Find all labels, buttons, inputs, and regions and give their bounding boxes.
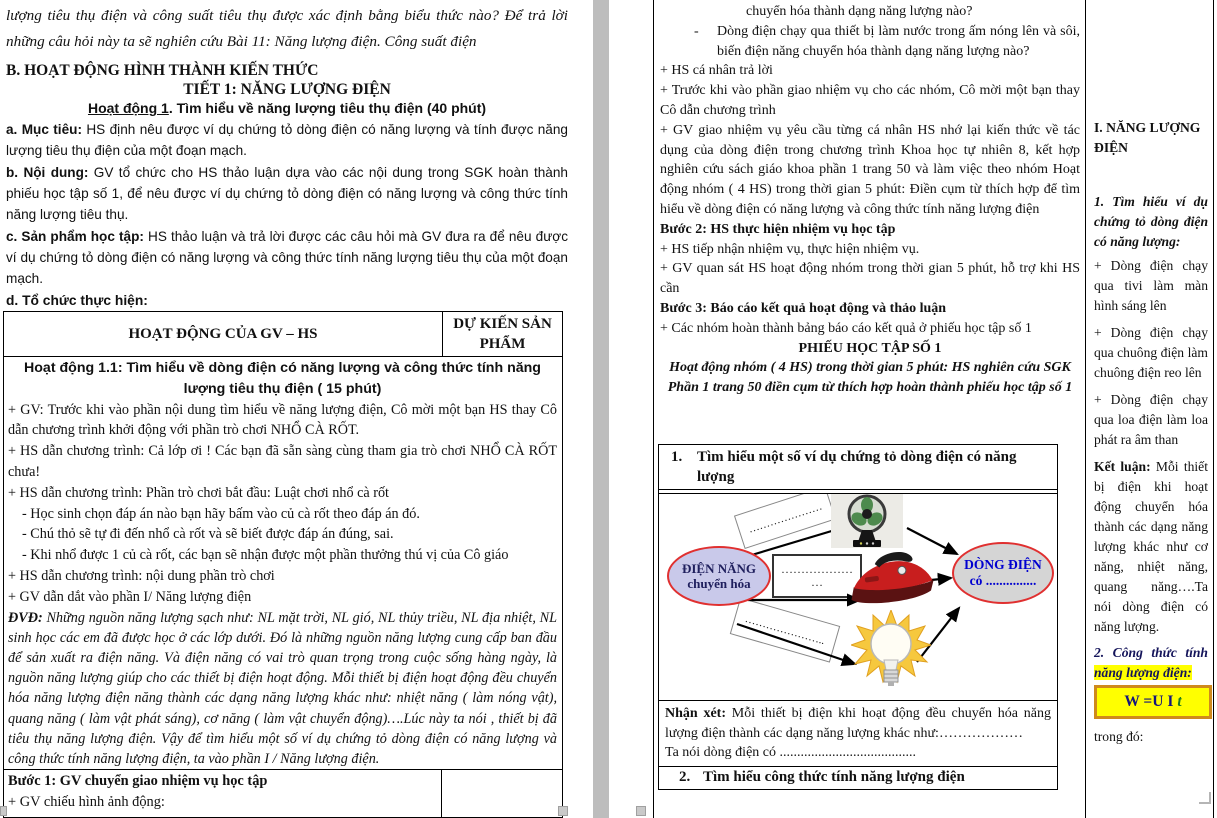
- header-du-kien-san-pham: DỰ KIẾN SẢN PHẨM: [453, 316, 552, 352]
- answer-box-top: …………………: [734, 494, 836, 549]
- conclusion-paragraph: [1094, 457, 1208, 637]
- step-3-line: + Các nhóm hoàn thành bảng báo cáo kết quả ở phiếu học tập số 1: [660, 320, 1032, 336]
- notes-example: + Dòng điện chạy qua tivi làm màn hình sáng lên: [1094, 258, 1208, 313]
- dash-list-item: [660, 22, 1080, 62]
- objective-label: a. Mục tiêu:: [6, 122, 82, 137]
- content-text: GV tổ chức cho HS thảo luận dựa vào các nội dung trong SGK hoàn thành phiếu học tập số 1, để nêu được ví dụ chứng tỏ dòng điện có năng lượng và công thức tính năng lượng tiêu thụ.: [6, 165, 568, 223]
- header-gv-hs: HOẠT ĐỘNG CỦA GV – HS: [4, 312, 443, 356]
- conclusion-text: Mỗi thiết bị điện khi hoạt động chuyển hóa thành các dạng năng lượng khác như cơ năng, nhiệt năng, quang năng….Ta nói dòng điện có năng lượng.: [1094, 459, 1208, 634]
- step-2-line: + HS tiếp nhận nhiệm vụ, thực hiện nhiệm vụ.: [660, 241, 920, 257]
- table-handle: [558, 806, 568, 816]
- step-1-row: [4, 769, 562, 818]
- lesson-title: TIẾT 1: NĂNG LƯỢNG ĐIỆN: [183, 81, 391, 98]
- content-label: b. Nội dung:: [6, 165, 89, 180]
- step-2-line: + GV quan sát HS hoạt động nhóm trong thời gian 5 phút, hỗ trợ khi HS cần: [660, 261, 1080, 297]
- worksheet-item-2-number: 2.: [679, 768, 691, 785]
- notes-subheading-2: [1094, 643, 1208, 683]
- worksheet-item-1-number: 1.: [671, 449, 683, 465]
- worksheet-item-1-text: Tìm hiểu một số ví dụ chứng tỏ dòng điện có năng lượng: [697, 449, 1017, 485]
- electric-current-line1: DÒNG ĐIỆN: [964, 557, 1042, 572]
- step-2-title: Bước 2: HS thực hiện nhiệm vụ học tập: [660, 221, 896, 237]
- table-handle: [636, 806, 646, 816]
- answer-box-bottom: …………………..: [730, 597, 840, 662]
- table-subline: - Chú thỏ sẽ tự đi đến nhổ cà rốt và sẽ biết được đáp án đúng, sai.: [22, 526, 394, 543]
- dash-bullet: -: [694, 23, 699, 39]
- notes-example: + Dòng điện chạy qua chuông điện làm chuông điện reo lên: [1094, 325, 1208, 380]
- main-line: + HS cá nhân trả lời: [660, 63, 773, 79]
- worksheet-item-2-text: Tìm hiểu công thức tính năng lượng điện: [703, 768, 965, 785]
- formula-heading-part1: 2. Công thức tính: [1094, 645, 1208, 660]
- fan-image: [831, 494, 903, 548]
- formula-main: W =U I: [1124, 693, 1174, 710]
- table-subline: - Khi nhổ được 1 củ cà rốt, các bạn sẽ nhận được một phần thưởng thú vị của Cô giáo: [22, 547, 509, 564]
- notes-example: + Dòng điện chạy qua loa điện làm loa phát ra âm than: [1094, 392, 1208, 447]
- step-1-line: + GV chiếu hình ảnh động:: [8, 793, 165, 810]
- intro-paragraph: lượng tiêu thụ điện và công suất tiêu thụ được xác định bằng biểu thức nào? Để trả lời những câu hỏi này ta sẽ nghiên cứu Bài 11: Năng lượng điện. Công suất điện: [6, 7, 568, 50]
- worksheet-item-2: [659, 766, 1057, 789]
- answer-box-middle-dots1: ………………: [781, 562, 853, 576]
- iron-image: [843, 546, 939, 612]
- table-handle: [0, 806, 7, 816]
- table-subline: - Học sinh chọn đáp án nào bạn hãy bấm vào củ cà rốt theo đáp án đó.: [22, 505, 420, 522]
- dvd-paragraph: [8, 608, 557, 770]
- formula-heading-highlight: năng lượng điện:: [1094, 665, 1192, 680]
- page2-notes-column: [1087, 0, 1213, 818]
- page-2: [609, 0, 1217, 818]
- step-1-title: Bước 1: GV chuyển giao nhiệm vụ học tập: [8, 773, 268, 790]
- notes-subheading-1: 1. Tìm hiểu ví dụ chứng tỏ dòng điện có năng lượng:: [1094, 194, 1208, 249]
- worksheet-title: PHIẾU HỌC TẬP SỐ 1: [798, 340, 942, 356]
- dash-item-text: Dòng điện chạy qua thiết bị làm nước trong ấm nóng lên và sôi, biến điện năng chuyển hóa thành dạng năng lượng nào?: [717, 23, 1080, 59]
- step-3-title: Bước 3: Báo cáo kết quả hoạt động và thảo luận: [660, 300, 947, 316]
- table-line: + HS dẫn chương trình: nội dung phần trò chơi: [8, 567, 275, 584]
- step-1-cell: [4, 770, 442, 818]
- activity-table-body: [4, 357, 562, 769]
- remark-line2: Ta nói dòng điện có .......................................: [665, 745, 916, 760]
- remark-paragraph: [665, 704, 1051, 743]
- objective-paragraph: [6, 119, 568, 161]
- worksheet-item-1: [659, 445, 1057, 490]
- electric-energy-line1: ĐIỆN NĂNG: [681, 561, 757, 576]
- table-line: + GV: Trước khi vào phần nội dung tìm hiểu về năng lượng điện, Cô mời một bạn HS thay Cô dẫn chương trình khởi động với phần trò chơi NHỔ CÀ RỐT.: [8, 401, 557, 439]
- section-b-heading: B. HOẠT ĐỘNG HÌNH THÀNH KIẾN THỨC: [6, 62, 319, 79]
- dvd-label: ĐVĐ:: [8, 609, 43, 626]
- page-gap: [593, 0, 609, 818]
- page-1: [0, 0, 593, 818]
- energy-formula-box: [1094, 685, 1212, 719]
- table-resize-handle: [1199, 792, 1211, 804]
- objective-text: HS định nêu được ví dụ chứng tỏ dòng điện có năng lượng và tính được năng lượng tiêu thụ điện của một đoạn mạch.: [6, 122, 568, 159]
- notes-heading: I. NĂNG LƯỢNG ĐIỆN: [1094, 120, 1201, 155]
- worksheet-box: [658, 444, 1058, 790]
- content-paragraph: [6, 162, 568, 226]
- table-line: + GV dẫn dắt vào phần I/ Năng lượng điện: [8, 588, 252, 605]
- table-line: + HS dẫn chương trình: Phần trò chơi bắt đầu: Luật chơi nhổ cà rốt: [8, 484, 389, 501]
- activity-table-header-row: [4, 312, 562, 357]
- answer-box-middle-dots2: …: [811, 575, 823, 589]
- activity-table: [3, 311, 563, 818]
- conclusion-label: Kết luận:: [1094, 459, 1151, 474]
- electric-current-oval: [952, 542, 1054, 604]
- activity-1-heading: [6, 100, 568, 116]
- table-line: + HS dẫn chương trình: Cả lớp ơi ! Các bạn đã sẵn sàng cùng tham gia trò chơi NHỔ CÀ RỐT chưa!: [8, 443, 557, 480]
- remark-label: Nhận xét:: [665, 706, 727, 721]
- energy-conversion-diagram: [659, 494, 1057, 700]
- activity-1-1-heading: Hoạt động 1.1: Tìm hiểu về dòng điện có năng lượng và công thức tính năng lượng tiêu thụ điện ( 15 phút): [24, 360, 541, 397]
- continued-line: chuyển hóa thành dạng năng lượng nào?: [746, 4, 973, 19]
- worksheet-remark-cell: [659, 700, 1057, 766]
- electric-current-line2: có ...............: [969, 573, 1037, 588]
- product-paragraph: [6, 226, 568, 290]
- bulb-image: [851, 610, 931, 698]
- main-line: + GV giao nhiệm vụ yêu cầu từng cá nhân HS nhớ lại kiến thức về tác dụng của dòng điện trong chương trình Khoa học tự nhiên 8, kết hợp nghiên cứu sách giáo khoa phần 1 trang 50 và làm việc theo nhóm Hoạt động nhóm ( 4 HS) trong thời gian 5 phút: Điền cụm từ thích hợp để tìm hiểu về dòng điện có năng lượng và công thức tính năng lượng điện: [660, 122, 1080, 217]
- electric-energy-line2: chuyển hóa: [687, 576, 751, 591]
- worksheet-subtitle: Hoạt động nhóm ( 4 HS) trong thời gian 5 phút: HS nghiên cứu SGK Phần 1 trang 50 điền cụm từ thích hợp hoàn thành phiếu học tập số 1: [667, 360, 1073, 396]
- step-1-product-cell: [442, 770, 562, 818]
- organization-heading: d. Tổ chức thực hiện:: [6, 293, 148, 308]
- main-line: + Trước khi vào phần giao nhiệm vụ cho các nhóm, Cô mời một bạn thay Cô dẫn chương trình: [660, 83, 1080, 118]
- activity-1-label: Hoạt động 1: [87, 100, 169, 116]
- product-label: c. Sản phẩm học tập:: [6, 229, 144, 244]
- remark-text: Mỗi thiết bị điện khi hoạt động đều chuyển hóa năng lượng điện thành các dạng năng lượng khác như:………………: [665, 706, 1051, 741]
- activity-1-rest: . Tìm hiểu về năng lượng tiêu thụ điện (40 phút): [168, 100, 487, 116]
- formula-t: t: [1177, 693, 1182, 710]
- dvd-text: Những nguồn năng lượng sạch như: NL mặt trời, NL gió, NL thủy triều, NL địa nhiệt, NL sinh học các em đã được học ở các lớp dưới. Đó là những nguồn năng lượng cung cấp ban đầu để sản xuất ra điện năng. Và điện năng có vai trò quan trọng trong cuộc sống hàng ngày, là nguồn năng lượng giúp cho các thiết bị điện hoạt động. Mỗi thiết bị điện hoạt động đều chuyển hóa năng lượng điện năng thành các dạng năng lượng khác như: nhiệt năng ( làm nóng vật), quang năng ( làm vật phát sáng), cơ năng ( làm vật chuyển động)….Lúc này ta nói , thiết bị đã tiêu thụ năng lượng điện. Vậy để tìm hiểu một số ví dụ chứng tỏ dòng điện có năng lượng và công thức tính năng lượng điện, ta vào phần I / Năng lượng điện.: [8, 609, 557, 767]
- electric-energy-oval: [667, 546, 771, 606]
- formula-legend-intro: trong đó:: [1094, 729, 1144, 744]
- product-text: HS thảo luận và trả lời được các câu hỏi mà GV đưa ra để nêu được ví dụ chứng tỏ dòng điện có năng lượng và công thức tính năng lượng tiêu thụ của một đoạn mạch.: [6, 229, 569, 287]
